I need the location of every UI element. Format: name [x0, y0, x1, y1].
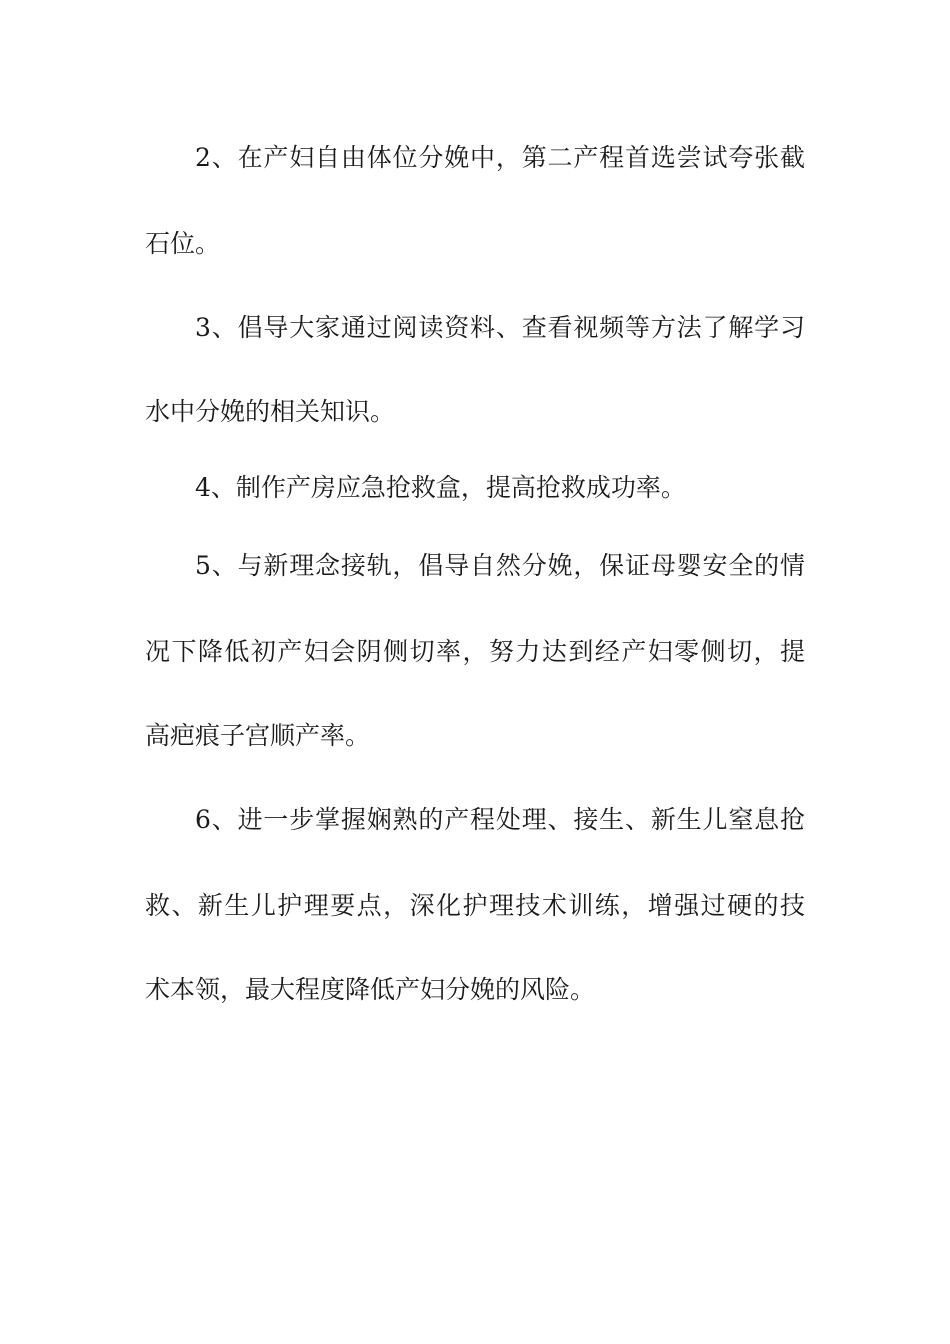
item-4-line-1: 4、制作产房应急抢救盒，提高抢救成功率。 — [195, 473, 686, 502]
item-3-line-1: 3、倡导大家通过阅读资料、查看视频等方法了解学习 — [195, 313, 805, 342]
item-2-line-2: 石位。 — [145, 229, 221, 258]
item-6-line-1: 6、进一步掌握娴熟的产程处理、接生、新生儿窒息抢 — [195, 805, 805, 834]
item-5-line-3: 高疤痕子宫顺产率。 — [145, 721, 371, 750]
item-5-line-1: 5、与新理念接轨，倡导自然分娩，保证母婴安全的情 — [195, 551, 805, 580]
item-6-line-3: 术本领，最大程度降低产妇分娩的风险。 — [145, 975, 596, 1004]
item-2-line-1: 2、在产妇自由体位分娩中，第二产程首选尝试夸张截 — [195, 143, 805, 172]
item-5-line-2: 况下降低初产妇会阴侧切率，努力达到经产妇零侧切，提 — [145, 637, 805, 666]
item-3-line-2: 水中分娩的相关知识。 — [145, 397, 396, 426]
item-6-line-2: 救、新生儿护理要点，深化护理技术训练，增强过硬的技 — [145, 891, 805, 920]
